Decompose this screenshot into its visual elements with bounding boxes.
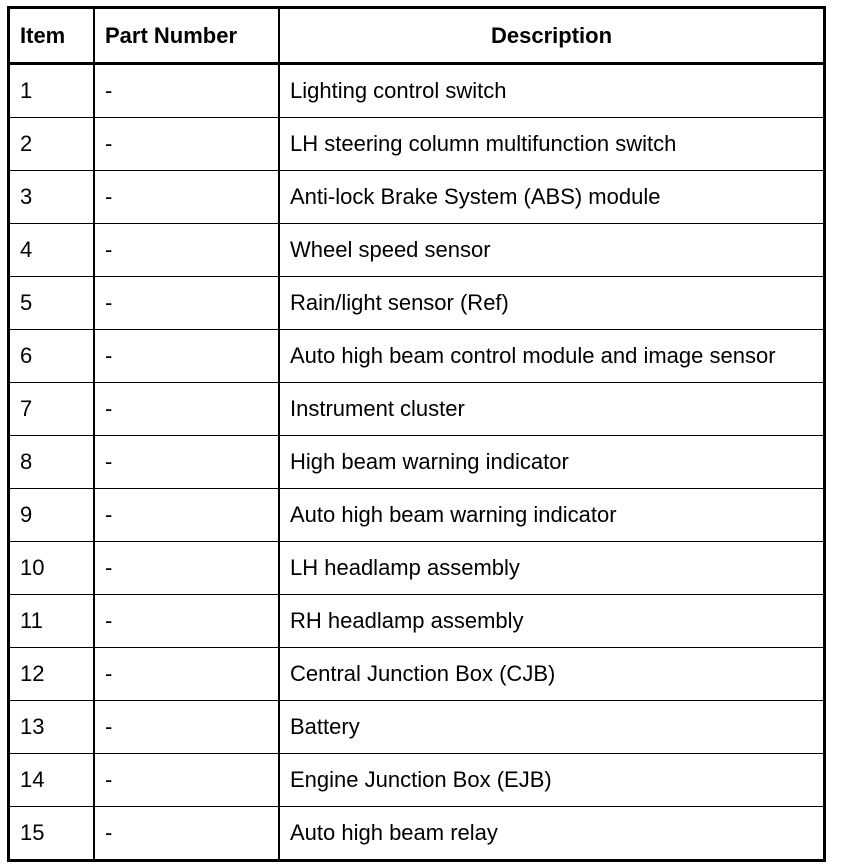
cell-description: LH steering column multifunction switch (279, 118, 825, 171)
table-row (9, 330, 825, 383)
cell-part-number: - (94, 436, 279, 489)
table-row (9, 542, 825, 595)
cell-part-number: - (94, 489, 279, 542)
cell-item: 12 (9, 648, 95, 701)
cell-description: Auto high beam relay (279, 807, 825, 861)
cell-description: Instrument cluster (279, 383, 825, 436)
cell-item: 10 (9, 542, 95, 595)
cell-description: Rain/light sensor (Ref) (279, 277, 825, 330)
cell-item: 8 (9, 436, 95, 489)
cell-part-number: - (94, 754, 279, 807)
cell-item: 2 (9, 118, 95, 171)
header-item: Item (9, 8, 95, 64)
cell-description: Engine Junction Box (EJB) (279, 754, 825, 807)
cell-part-number: - (94, 595, 279, 648)
cell-description: Central Junction Box (CJB) (279, 648, 825, 701)
header-description: Description (279, 8, 825, 64)
table-row (9, 489, 825, 542)
cell-part-number: - (94, 807, 279, 861)
cell-part-number: - (94, 277, 279, 330)
table-header (9, 8, 825, 64)
cell-item: 7 (9, 383, 95, 436)
cell-description: Lighting control switch (279, 64, 825, 118)
cell-part-number: - (94, 701, 279, 754)
cell-part-number: - (94, 383, 279, 436)
table-row (9, 701, 825, 754)
cell-description: RH headlamp assembly (279, 595, 825, 648)
cell-item: 5 (9, 277, 95, 330)
cell-description: Auto high beam warning indicator (279, 489, 825, 542)
cell-part-number: - (94, 330, 279, 383)
table-row (9, 64, 825, 118)
table-row (9, 118, 825, 171)
cell-item: 1 (9, 64, 95, 118)
cell-item: 3 (9, 171, 95, 224)
cell-part-number: - (94, 64, 279, 118)
header-part-number: Part Number (94, 8, 279, 64)
cell-part-number: - (94, 171, 279, 224)
cell-item: 4 (9, 224, 95, 277)
table-row (9, 277, 825, 330)
header-row (9, 8, 825, 64)
cell-item: 6 (9, 330, 95, 383)
parts-table (7, 6, 826, 862)
cell-item: 13 (9, 701, 95, 754)
cell-description: Battery (279, 701, 825, 754)
table-row (9, 807, 825, 861)
cell-item: 9 (9, 489, 95, 542)
table-row (9, 383, 825, 436)
cell-item: 11 (9, 595, 95, 648)
cell-description: Anti-lock Brake System (ABS) module (279, 171, 825, 224)
cell-part-number: - (94, 542, 279, 595)
cell-description: High beam warning indicator (279, 436, 825, 489)
cell-description: Auto high beam control module and image sensor (279, 330, 825, 383)
cell-item: 14 (9, 754, 95, 807)
table-body (9, 64, 825, 861)
table-row (9, 224, 825, 277)
table-row (9, 171, 825, 224)
cell-part-number: - (94, 118, 279, 171)
cell-part-number: - (94, 224, 279, 277)
table-row (9, 648, 825, 701)
table-row (9, 754, 825, 807)
cell-part-number: - (94, 648, 279, 701)
cell-description: LH headlamp assembly (279, 542, 825, 595)
cell-item: 15 (9, 807, 95, 861)
cell-description: Wheel speed sensor (279, 224, 825, 277)
table-row (9, 595, 825, 648)
table-row (9, 436, 825, 489)
